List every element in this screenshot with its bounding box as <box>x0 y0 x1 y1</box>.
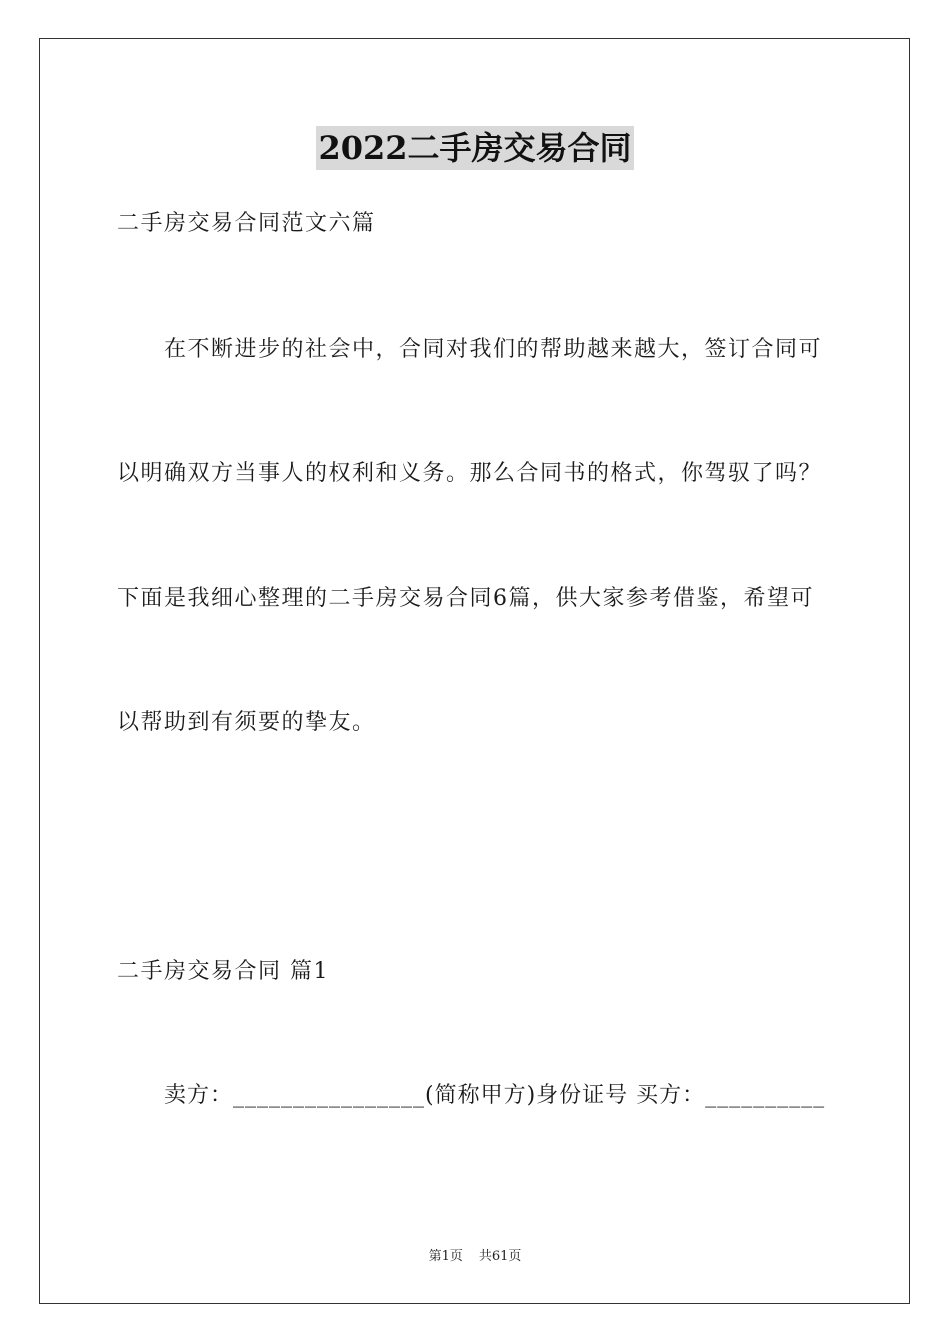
title-container <box>0 126 950 170</box>
document-subtitle: 二手房交易合同范文六篇 <box>117 211 376 236</box>
page-number-current: 第1页 <box>428 1249 463 1264</box>
intro-line-4: 以帮助到有须要的挚友。 <box>117 710 376 735</box>
document-title: 2022二手房交易合同 <box>316 126 633 170</box>
seller-buyer-line: 卖方：________________(简称甲方)身份证号 买方：__________ <box>164 1083 826 1108</box>
section-heading: 二手房交易合同 篇1 <box>117 959 329 984</box>
intro-line-2: 以明确双方当事人的权利和义务。那么合同书的格式，你驾驭了吗？ <box>117 461 823 486</box>
page-footer <box>0 1248 950 1266</box>
intro-line-1: 在不断进步的社会中，合同对我们的帮助越来越大，签订合同可 <box>164 337 823 362</box>
intro-line-3: 下面是我细心整理的二手房交易合同6篇，供大家参考借鉴，希望可 <box>117 586 814 611</box>
page-number-total: 共61页 <box>478 1249 522 1264</box>
